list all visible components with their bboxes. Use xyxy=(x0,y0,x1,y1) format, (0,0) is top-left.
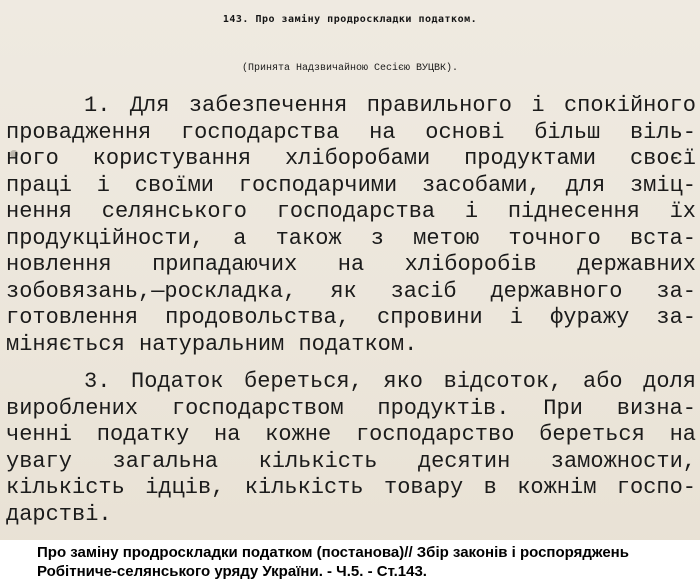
paragraph-1-line: провадження господарства на основі більш віль- xyxy=(6,119,696,145)
paragraph-1-line: міняється натуральним податком. xyxy=(6,331,418,357)
paragraph-1-line: продукційности, а також з метою точного вста- xyxy=(6,225,696,251)
caption-line-2: Робітниче-селянського уряду України. - Ч.5. - Ст.143. xyxy=(37,563,427,580)
paragraph-3 xyxy=(6,369,696,528)
paragraph-1-line: новлення припадаючих на хліборобів державних xyxy=(6,252,696,277)
paragraph-3-line: увагу загальна кількість десятин заможности, xyxy=(6,448,696,474)
paragraph-3-line: ченні податку на кожне господарство береться на xyxy=(6,422,696,447)
caption-line-1: Про заміну продроскладки податком (постанова)// Збір законів і роспоряджень xyxy=(37,544,629,561)
paragraph-1-line: 1. Для забезпечення правильного і спокійного xyxy=(84,93,696,118)
paragraph-3-line: дарстві. xyxy=(6,501,112,527)
decree-title: 143. Про заміну продроскладки податком. xyxy=(222,14,478,25)
paragraph-3-line: кількість ідців, кількість товару в кожнім госпо- xyxy=(6,475,696,500)
paragraph-1-line: ного користування хліборобами продуктами своєї xyxy=(6,146,696,171)
source-caption xyxy=(0,540,700,588)
paragraph-1-line: праці і своїми господарчими засобами, для зміц- xyxy=(6,172,696,198)
decree-subtitle: (Принята Надзвичайною Сесією ВУЦВК). xyxy=(241,63,459,74)
paragraph-3-line: 3. Податок береться, яко відсоток, або доля xyxy=(84,369,696,394)
paragraph-1-line: готовлення продовольства, спровини і фуражу за- xyxy=(6,305,696,330)
paragraph-1-line: зобовязань,—роскладка, як засіб державного за- xyxy=(6,278,696,304)
paragraph-3-line: вироблених господарством продуктів. При визна- xyxy=(6,395,696,421)
paragraph-1-line: нення селянського господарства і піднесення їх xyxy=(6,199,696,224)
paragraph-1 xyxy=(6,93,696,358)
